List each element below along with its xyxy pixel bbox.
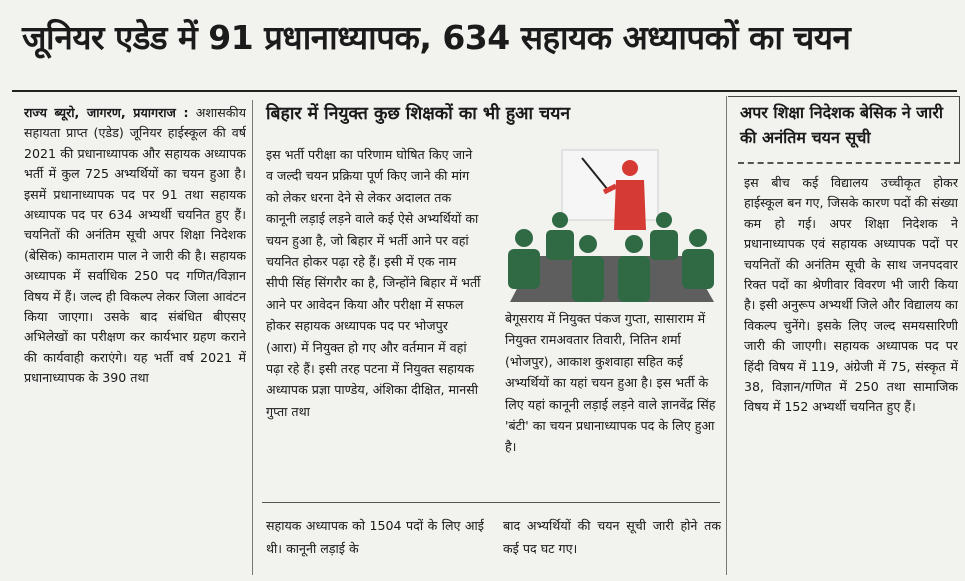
column-bottom-rule bbox=[262, 502, 720, 503]
column-1 bbox=[24, 103, 246, 575]
subheadline: बिहार में नियुक्त कुछ शिक्षकों का भी हुआ चयन bbox=[266, 104, 571, 124]
column-2-text: इस भर्ती परीक्षा का परिणाम घोषित किए जाने व जल्दी चयन प्रक्रिया पूर्ण किए जाने की मांग को लेकर धरना देने से लेकर अदालत तक कानूनी लड़ाई लड़ने वाले कई ऐसे अभ्यर्थियों का चयन हुआ है, जो बिहार में भर्ती आने पर वहां चयनित होकर पढ़ा रहे हैं। इसी में एक नाम सीपी सिंह सिंगरौर का है, जिन्होंने बिहार में भर्ती आने पर आवेदन किया और परीक्षा में सफल होकर सहायक अध्यापक पद पर भोजपुर (आरा) में नियुक्त हो गए और वर्तमान में वहां पढ़ा रहे हैं। इसी तरह पटना में नियुक्त सहायक अध्यापक प्रज्ञा पाण्डेय, अंशिका दीक्षित, मानसी गुप्ता तथा bbox=[266, 147, 481, 419]
column-4-text: इस बीच कई विद्यालय उच्चीकृत होकर हाईस्कूल बन गए, जिसके कारण पदों की संख्या कम हो गई। अपर शिक्षा निदेशक ने प्रधानाध्यापक एवं सहायक अध्यापक पदों पर चयनितों की अनंतिम सूची के साथ जनपदवार रिक्त पदों का श्रेणीवार विवरण भी जारी किया है। इसी अनुरूप अभ्यर्थी जिले और विद्यालय का विकल्प चुनेंगे। इसके लिए जल्द समयसारिणी जारी की जाएगी। सहायक अध्यापक पद पर हिंदी विषय में 119, अंग्रेजी में 75, संस्कृत में 38, विज्ञान/गणित में 250 तथा सामाजिक विषय में 152 अभ्यर्थी चयनित हुए हैं। bbox=[744, 175, 958, 415]
column-3-text: बेगूसराय में नियुक्त पंकज गुप्ता, सासाराम में नियुक्त रामअवतार तिवारी, नितिन शर्मा (भोजपुर), आकाश कुशवाहा सहित कई अभ्यर्थियों का यहां चयन हुआ है। इस भर्ती के लिए यहां कानूनी लड़ाई लड़ने वाले ज्ञानवेंद्र सिंह 'बंटी' का चयन प्रधानाध्यापक पद के लिए हुआ है। bbox=[505, 311, 716, 455]
sidebar-heading: अपर शिक्षा निदेशक बेसिक ने जारी की अनंतिम चयन सूची bbox=[740, 103, 944, 147]
sidebar-divider bbox=[726, 96, 727, 575]
column-divider bbox=[252, 100, 253, 575]
column-3-bottom-text: बाद अभ्यर्थियों की चयन सूची जारी होने तक कई पद घट गए। bbox=[503, 518, 721, 556]
presenter-body bbox=[614, 180, 646, 230]
column-2-bottom-text: सहायक अध्यापक को 1504 पदों के लिए आई थी। कानूनी लड़ाई के bbox=[266, 518, 484, 556]
presenter-head bbox=[622, 160, 638, 176]
classroom-teacher-icon bbox=[500, 146, 722, 308]
column-1-text: अशासकीय सहायता प्राप्त (एडेड) जूनियर हाईस्कूल की वर्ष 2021 की प्रधानाध्यापक और सहायक अध्यापक भर्ती में कुल 725 अभ्यर्थियों का चयन हुआ है। इसमें प्रधानाध्यापक पद पर 91 तथा सहायक अध्यापक पद पर 634 अभ्यर्थी चयनित हुए हैं। चयनितों की अनंतिम सूची अपर शिक्षा निदेशक (बेसिक) कामताराम पाल ने जारी की है। सहायक अध्यापक में सर्वाधिक 250 पद गणित/विज्ञान विषय में हैं। जल्द ही विकल्प लेकर जिला आवंटन किया जाएगा। उसके बाद संबंधित बीएसए अभिलेखों का परीक्षण कर कार्यभार ग्रहण कराने की कार्यवाही कराएंगे। यह भर्ती वर्ष 2021 में प्रधानाध्यापक के 390 तथा bbox=[24, 105, 246, 386]
headline: जूनियर एडेड में 91 प्रधानाध्यापक, 634 सहायक अध्यापकों का चयन bbox=[22, 18, 851, 57]
dateline: राज्य ब्यूरो, जागरण, प्रयागराज : bbox=[24, 105, 189, 120]
sidebar-dashed-rule bbox=[738, 162, 960, 164]
headline-rule bbox=[12, 90, 957, 92]
